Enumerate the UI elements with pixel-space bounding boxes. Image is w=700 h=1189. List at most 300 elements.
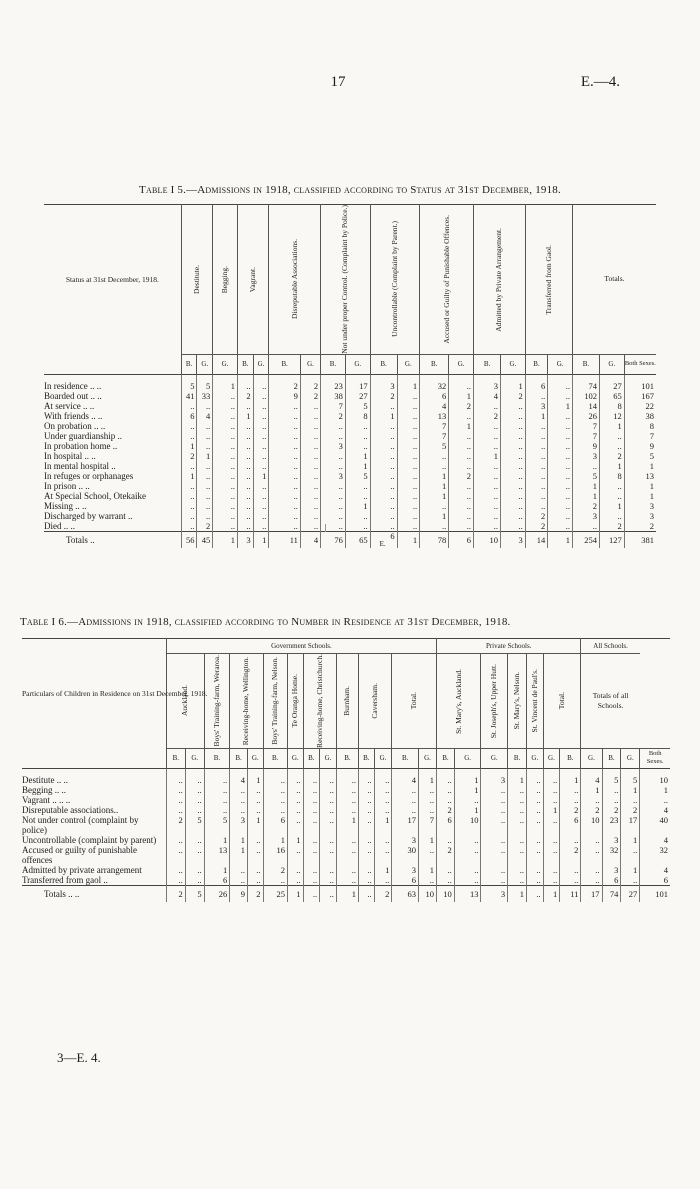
- subheader-cell: B.: [392, 748, 419, 768]
- subheader-cell: B.: [237, 354, 253, 374]
- table-row: [22, 805, 670, 815]
- table-cell: ..: [247, 795, 263, 805]
- subheader-cell: G.: [501, 354, 526, 374]
- table-cell: ..: [548, 481, 573, 491]
- subheader-cell: G.: [449, 354, 474, 374]
- table-cell: ..: [320, 775, 337, 785]
- table-cell: ..: [374, 785, 392, 795]
- table-cell: 3: [481, 775, 508, 785]
- subheader-cell: B.: [269, 354, 300, 374]
- table-cell: ..: [269, 521, 300, 532]
- table-cell: 1: [247, 775, 263, 785]
- table-row: [22, 815, 670, 835]
- table-cell: ..: [525, 391, 547, 401]
- table-cell: ..: [204, 795, 230, 805]
- table-cell: ..: [370, 501, 397, 511]
- group-header-all: All Schools.: [581, 639, 640, 654]
- table-row: [22, 835, 670, 845]
- table-cell: ..: [370, 421, 397, 431]
- table-cell: 1: [449, 421, 474, 431]
- table-cell: ..: [185, 845, 204, 865]
- column-header: Caversham.: [370, 683, 380, 719]
- table-cell: ..: [508, 805, 527, 815]
- subheader-cell: G.: [320, 748, 337, 768]
- table-cell: ..: [269, 401, 300, 411]
- table-cell: ..: [336, 805, 358, 815]
- table-cell: 3: [481, 885, 508, 902]
- table-cell: 7: [572, 421, 599, 431]
- table-cell: 1: [599, 421, 624, 431]
- row-label: Discharged by warrant ..: [44, 510, 133, 521]
- table-row: [22, 785, 670, 795]
- subheader-cell: Both Sexes.: [640, 748, 670, 768]
- table-cell: ..: [300, 481, 320, 491]
- table-cell: ..: [526, 785, 543, 795]
- table-cell: ..: [599, 511, 624, 521]
- table-cell: ..: [320, 805, 337, 815]
- table-cell: ..: [501, 441, 526, 451]
- table-cell: 3: [321, 471, 346, 481]
- table-cell: ..: [213, 391, 238, 401]
- table-cell: ..: [253, 501, 269, 511]
- table-cell: 2: [560, 845, 581, 865]
- table-cell: ..: [253, 481, 269, 491]
- table-cell: ..: [543, 795, 560, 805]
- table-cell: 102: [572, 391, 599, 401]
- table-cell: 1: [397, 531, 419, 548]
- table-cell: 3: [237, 531, 253, 548]
- table-cell: ..: [481, 815, 508, 835]
- table-cell: ..: [321, 481, 346, 491]
- table-cell: 2: [525, 521, 547, 532]
- subheader-cell: B.: [263, 748, 287, 768]
- table-cell: 2: [581, 805, 602, 815]
- table-cell: ..: [392, 805, 419, 815]
- table-cell: ..: [336, 785, 358, 795]
- table-cell: ..: [501, 491, 526, 501]
- table-cell: ..: [300, 401, 320, 411]
- table-cell: ..: [263, 785, 287, 795]
- subheader-cell: G.: [300, 354, 320, 374]
- subheader-cell: B.: [303, 748, 320, 768]
- table-15: [44, 204, 656, 548]
- table-cell: ..: [237, 501, 253, 511]
- table-cell: ..: [300, 521, 320, 532]
- table-cell: 9: [269, 391, 300, 401]
- column-header: Destitute.: [191, 264, 201, 294]
- table-cell: ..: [449, 491, 474, 501]
- table-cell: ..: [392, 795, 419, 805]
- table-cell: ..: [185, 785, 204, 795]
- row-label: In hospital .. ..: [44, 450, 96, 461]
- table-cell: ..: [526, 835, 543, 845]
- table-cell: 8: [599, 471, 624, 481]
- table-cell: ..: [303, 815, 320, 835]
- subheader-cell: B.: [525, 354, 547, 374]
- table-cell: ..: [481, 875, 508, 886]
- table-cell: 1: [419, 775, 437, 785]
- subheader-cell: B.: [230, 748, 248, 768]
- row-label: Totals .. ..: [22, 885, 166, 902]
- table-cell: 167: [624, 391, 656, 401]
- table-cell: ..: [197, 461, 213, 471]
- table-cell: ..: [560, 835, 581, 845]
- row-label: In refuges or orphanages: [44, 470, 134, 481]
- table-cell: ..: [181, 511, 197, 521]
- table-row: [44, 511, 656, 521]
- table-cell: 2: [599, 521, 624, 532]
- table-cell: 1: [449, 391, 474, 401]
- table-cell: ..: [508, 845, 527, 865]
- table-cell: 5: [624, 451, 656, 461]
- column-header: Boys' Training-farm, Weraroa.: [211, 655, 221, 747]
- table-cell: 1: [213, 531, 238, 548]
- table-cell: 2: [181, 451, 197, 461]
- table-cell: ..: [397, 511, 419, 521]
- table-cell: 7: [420, 431, 449, 441]
- table-cell: 8: [345, 411, 370, 421]
- subheader-cell: G.: [419, 748, 437, 768]
- table-cell: ..: [474, 511, 501, 521]
- table-cell: ..: [321, 431, 346, 441]
- table-cell: ..: [525, 491, 547, 501]
- table-cell: 1: [181, 441, 197, 451]
- subheader-cell: B.: [204, 748, 230, 768]
- table-cell: ..: [263, 795, 287, 805]
- table-cell: ..: [449, 521, 474, 532]
- totals-row: [44, 531, 656, 548]
- table-cell: 7: [420, 421, 449, 431]
- table-cell: 2: [599, 451, 624, 461]
- table-cell: ..: [359, 885, 375, 902]
- table-cell: ..: [621, 875, 640, 886]
- table-row: [44, 471, 656, 481]
- table-cell: 7: [419, 815, 437, 835]
- totals-header: Totals.: [572, 205, 656, 355]
- row-label: With friends .. ..: [44, 410, 103, 421]
- table-cell: 3: [392, 865, 419, 875]
- table-cell: ..: [449, 411, 474, 421]
- table-cell: ..: [237, 431, 253, 441]
- table-cell: ..: [501, 471, 526, 481]
- table-cell: ..: [526, 775, 543, 785]
- table-cell: ..: [303, 885, 320, 902]
- table-cell: 2: [449, 401, 474, 411]
- table-cell: ..: [300, 421, 320, 431]
- table-cell: ..: [204, 805, 230, 815]
- table-cell: ..: [359, 865, 375, 875]
- table-cell: 1: [454, 785, 481, 795]
- table-cell: ..: [543, 835, 560, 845]
- table-cell: 1: [420, 491, 449, 501]
- table-cell: ..: [321, 501, 346, 511]
- stub-header: Particulars of Children in Residence on 31st December, 1918.: [22, 689, 208, 699]
- table-cell: ..: [181, 481, 197, 491]
- column-header: Transferred from Gaol.: [543, 244, 553, 315]
- totals-header: Totals of all Schools.: [581, 654, 640, 749]
- table-cell: ..: [526, 885, 543, 902]
- table-cell: ..: [437, 835, 455, 845]
- table-cell: 10: [454, 815, 481, 835]
- table-cell: ..: [269, 421, 300, 431]
- subheader-cell: G.: [581, 748, 602, 768]
- table-cell: ..: [526, 845, 543, 865]
- table-cell: 13: [454, 885, 481, 902]
- table-cell: ..: [287, 875, 303, 886]
- table-cell: ..: [474, 421, 501, 431]
- table-cell: ..: [481, 795, 508, 805]
- row-label: In prison .. ..: [44, 480, 90, 491]
- table-cell: ..: [269, 441, 300, 451]
- table-cell: 1: [397, 381, 419, 391]
- table-cell: ..: [474, 491, 501, 501]
- table-row: [44, 411, 656, 421]
- table-cell: ..: [437, 785, 455, 795]
- table-cell: ..: [501, 481, 526, 491]
- table-cell: ..: [166, 865, 185, 875]
- table-cell: ..: [370, 461, 397, 471]
- table-row: [44, 521, 656, 532]
- table-cell: 32: [420, 381, 449, 391]
- table-cell: ..: [287, 845, 303, 865]
- table-cell: 381: [624, 531, 656, 548]
- table-cell: ..: [359, 775, 375, 785]
- table-cell: 1: [525, 411, 547, 421]
- table-cell: ..: [181, 501, 197, 511]
- table-cell: ..: [300, 451, 320, 461]
- table-cell: ..: [501, 421, 526, 431]
- table-cell: 2: [437, 805, 455, 815]
- column-header: Total.: [557, 692, 567, 710]
- subheader-cell: G.: [621, 748, 640, 768]
- table-cell: 5: [420, 441, 449, 451]
- table-cell: 1: [420, 471, 449, 481]
- table-cell: ..: [336, 795, 358, 805]
- table-cell: ..: [336, 835, 358, 845]
- table-cell: ..: [345, 421, 370, 431]
- table-cell: ..: [397, 491, 419, 501]
- table-cell: 45: [197, 531, 213, 548]
- column-header: St. Mary's, Nelson.: [512, 672, 522, 730]
- table-cell: ..: [454, 835, 481, 845]
- table-cell: ..: [397, 481, 419, 491]
- table-cell: ..: [213, 401, 238, 411]
- table-row: [44, 401, 656, 411]
- table-cell: 1: [560, 775, 581, 785]
- table-cell: ..: [185, 795, 204, 805]
- table-cell: 74: [572, 381, 599, 391]
- table-cell: 1: [548, 531, 573, 548]
- table-cell: ..: [548, 411, 573, 421]
- table-cell: ..: [581, 845, 602, 865]
- table-cell: ..: [303, 845, 320, 865]
- subheader-cell: G.: [599, 354, 624, 374]
- row-label: Totals ..: [44, 531, 181, 548]
- table-cell: 2: [321, 411, 346, 421]
- column-header: Te Oranga Home.: [290, 674, 300, 728]
- table-cell: ..: [548, 441, 573, 451]
- table-cell: 1: [621, 865, 640, 875]
- table-cell: 5: [345, 471, 370, 481]
- subheader-cell: B.: [474, 354, 501, 374]
- table-cell: ..: [501, 461, 526, 471]
- table-cell: 1: [548, 401, 573, 411]
- table-cell: ..: [437, 865, 455, 875]
- table-cell: ..: [269, 471, 300, 481]
- table-cell: 4: [392, 775, 419, 785]
- table-cell: ..: [419, 785, 437, 795]
- table-cell: ..: [320, 865, 337, 875]
- table-cell: ..: [359, 875, 375, 886]
- row-label: Uncontrollable (complaint by parent): [22, 834, 157, 845]
- row-label: Destitute .. ..: [22, 774, 68, 785]
- table-cell: ..: [237, 381, 253, 391]
- table-cell: ..: [359, 835, 375, 845]
- table-cell: 1: [336, 885, 358, 902]
- table-cell: 1: [419, 835, 437, 845]
- table-cell: ..: [474, 521, 501, 532]
- table-cell: 2: [621, 805, 640, 815]
- table-cell: ..: [300, 471, 320, 481]
- table-cell: ..: [548, 511, 573, 521]
- table-cell: ..: [474, 441, 501, 451]
- subheader-cell: Both Sexes.: [624, 354, 656, 374]
- column-header: Receiving-home, Christchurch.: [314, 654, 324, 748]
- table-cell: ..: [166, 795, 185, 805]
- table-row: [22, 875, 670, 886]
- table-cell: 1: [287, 835, 303, 845]
- table-cell: ..: [197, 441, 213, 451]
- table-cell: 1: [374, 865, 392, 875]
- table-cell: ..: [359, 785, 375, 795]
- table-cell: 1: [263, 835, 287, 845]
- table-cell: ..: [320, 795, 337, 805]
- table-cell: 7: [572, 431, 599, 441]
- table-cell: ..: [449, 431, 474, 441]
- table-cell: 1: [640, 785, 670, 795]
- table-cell: 5: [181, 381, 197, 391]
- table-cell: 6: [204, 875, 230, 886]
- table-cell: 1: [336, 815, 358, 835]
- table-cell: ..: [602, 785, 621, 795]
- table-cell: 2: [525, 511, 547, 521]
- table-cell: ..: [640, 795, 670, 805]
- subheader-cell: B.: [166, 748, 185, 768]
- table-cell: ..: [374, 795, 392, 805]
- table-row: [44, 461, 656, 471]
- table-cell: ..: [230, 805, 248, 815]
- column-header: St. Joseph's, Upper Hutt.: [489, 663, 499, 739]
- table-cell: ..: [237, 441, 253, 451]
- table-cell: ..: [320, 785, 337, 795]
- table-cell: ..: [247, 875, 263, 886]
- column-header: Total.: [409, 692, 419, 710]
- table-cell: ..: [374, 845, 392, 865]
- table-cell: ..: [454, 795, 481, 805]
- table-cell: ..: [359, 845, 375, 865]
- table-cell: 32: [640, 845, 670, 865]
- row-label: Admitted by private arrangement: [22, 864, 142, 875]
- table-cell: ..: [526, 865, 543, 875]
- subheader-cell: G.: [197, 354, 213, 374]
- table-cell: ..: [321, 451, 346, 461]
- table-cell: ..: [320, 845, 337, 865]
- table-row: [44, 421, 656, 431]
- table-row: [22, 845, 670, 865]
- table-cell: ..: [548, 431, 573, 441]
- column-header: Disreputable Associations.: [289, 239, 299, 320]
- table-cell: ..: [197, 511, 213, 521]
- table-cell: ..: [303, 805, 320, 815]
- table-cell: 2: [370, 391, 397, 401]
- subheader-cell: B.: [437, 748, 455, 768]
- table-cell: 1: [454, 775, 481, 785]
- table-cell: ..: [185, 805, 204, 815]
- table-cell: ..: [166, 805, 185, 815]
- table-cell: ..: [599, 431, 624, 441]
- table-cell: 9: [624, 441, 656, 451]
- table-row: [44, 391, 656, 401]
- table-row: [22, 775, 670, 785]
- table-cell: ..: [247, 845, 263, 865]
- table-cell: ..: [269, 411, 300, 421]
- row-label: On probation .. ..: [44, 420, 106, 431]
- table-cell: 1: [572, 481, 599, 491]
- table-cell: 3: [602, 865, 621, 875]
- table-cell: ..: [560, 865, 581, 875]
- subheader-cell: G.: [253, 354, 269, 374]
- table-cell: ..: [481, 845, 508, 865]
- table-cell: ..: [621, 845, 640, 865]
- subheader-cell: G.: [287, 748, 303, 768]
- table-cell: 13: [420, 411, 449, 421]
- table-cell: ..: [548, 421, 573, 431]
- table-cell: ..: [247, 865, 263, 875]
- table-cell: ..: [501, 521, 526, 532]
- table-cell: ..: [237, 481, 253, 491]
- table-cell: 1: [599, 461, 624, 471]
- table-cell: 6: [560, 815, 581, 835]
- table-cell: 10: [419, 885, 437, 902]
- table-cell: ..: [300, 431, 320, 441]
- table-cell: 2: [166, 815, 185, 835]
- table-cell: 254: [572, 531, 599, 548]
- table-cell: 11: [560, 885, 581, 902]
- column-header: Begging.: [220, 265, 230, 294]
- table-cell: ..: [204, 785, 230, 795]
- table-cell: ..: [253, 491, 269, 501]
- table-cell: 10: [474, 531, 501, 548]
- table-15-caption: Table I 5.—Admissions in 1918, classified according to Status at 31st December, 1918.: [139, 184, 561, 196]
- subheader-cell: G.: [526, 748, 543, 768]
- table-cell: ..: [197, 481, 213, 491]
- table-cell: 4: [197, 411, 213, 421]
- table-cell: 27: [621, 885, 640, 902]
- table-cell: 3: [624, 501, 656, 511]
- table-cell: ..: [237, 511, 253, 521]
- table-cell: ..: [548, 521, 573, 532]
- table-cell: ..: [230, 875, 248, 886]
- table-cell: 3: [602, 835, 621, 845]
- subheader-cell: B.: [370, 354, 397, 374]
- table-cell: ..: [449, 461, 474, 471]
- table-cell: 4: [230, 775, 248, 785]
- table-cell: 2: [269, 381, 300, 391]
- table-cell: ..: [303, 835, 320, 845]
- table-cell: ..: [321, 511, 346, 521]
- table-cell: 5: [197, 381, 213, 391]
- table-cell: ..: [548, 471, 573, 481]
